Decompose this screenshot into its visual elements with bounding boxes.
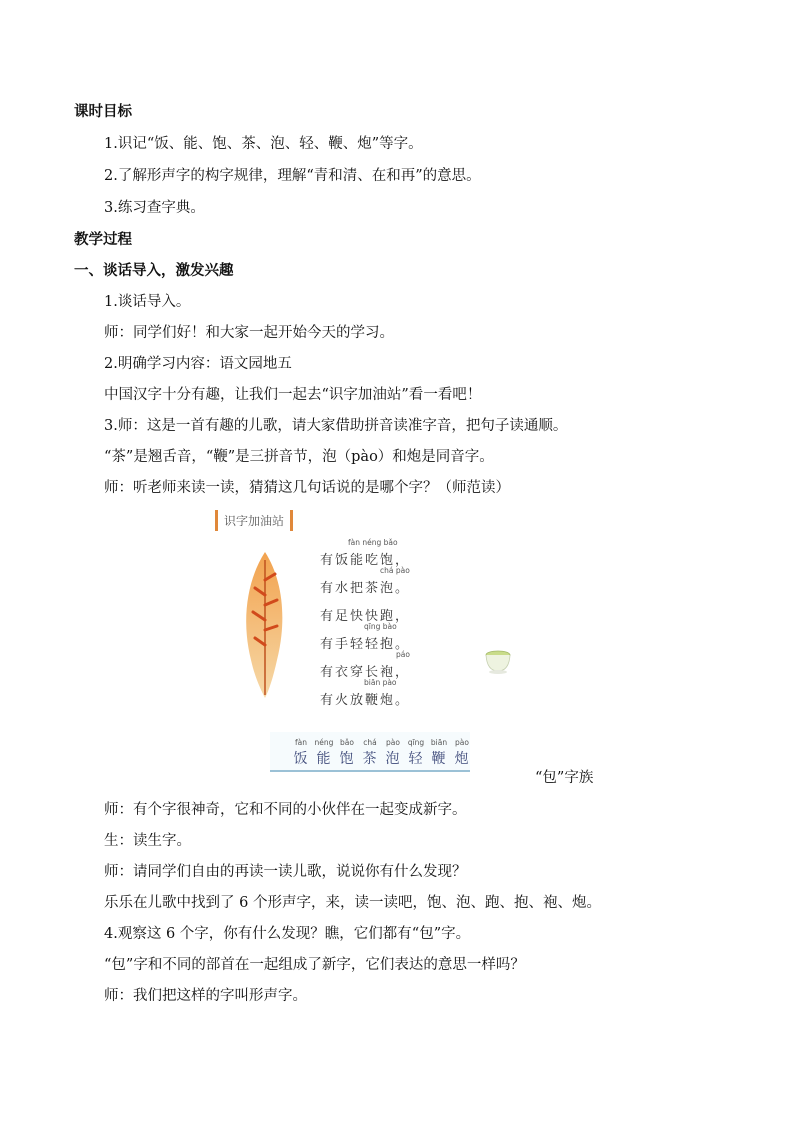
- tea-cup-icon: [483, 645, 513, 675]
- character-hanzi: 茶: [362, 751, 377, 767]
- poem: [320, 538, 440, 706]
- text-line: 3.师：这是一首有趣的儿歌，请大家借助拼音读准字音，把句子读通顺。: [104, 418, 568, 434]
- poem-line: [320, 538, 440, 566]
- text-line: 中国汉字十分有趣，让我们一起去“识字加油站”看一看吧！: [104, 387, 482, 403]
- character-hanzi: 炮: [454, 751, 469, 767]
- character-hanzi: 能: [316, 751, 331, 767]
- character-pinyin: néng: [314, 738, 334, 747]
- character-card: [360, 738, 379, 768]
- figure-tag: 识字加油站: [215, 510, 293, 531]
- text-line: 师：同学们好！和大家一起开始今天的学习。: [104, 325, 394, 341]
- poem-text: 有衣穿长袍，: [320, 665, 411, 680]
- textbook-figure: [215, 510, 515, 780]
- text-line: 乐乐在儿歌中找到了 6 个形声字，来，读一读吧，饱、泡、跑、抱、袍、炮。: [104, 895, 601, 911]
- autumn-leaf-icon: [243, 550, 287, 700]
- text-line: 生：读生字。: [104, 833, 191, 849]
- character-hanzi: 鞭: [431, 751, 446, 767]
- character-card: [406, 738, 425, 768]
- goal-item: 1.识记“饭、能、饱、茶、泡、轻、鞭、炮”等字。: [104, 136, 423, 152]
- poem-text: 有手轻轻抱。: [320, 637, 411, 652]
- character-pinyin: bǎo: [340, 738, 354, 747]
- process-heading: 教学过程: [74, 231, 132, 248]
- character-card: [314, 738, 334, 768]
- goal-item: 3.练习查字典。: [104, 200, 205, 216]
- text-line: 师：请同学们自由的再读一读儿歌，说说你有什么发现？: [104, 864, 467, 880]
- text-line: 4.观察这 6 个字，你有什么发现？瞧，它们都有“包”字。: [104, 926, 471, 942]
- poem-pinyin: páo: [396, 650, 410, 659]
- section1-heading: 一、谈话导入，激发兴趣: [74, 262, 234, 279]
- character-card: [429, 738, 448, 768]
- figure-caption: “包”字族: [535, 770, 594, 786]
- poem-pinyin: biān pào: [364, 678, 397, 687]
- text-line: 师：听老师来读一读，猜猜这几句话说的是哪个字？（师范读）: [104, 480, 510, 496]
- character-pinyin: pào: [386, 738, 400, 747]
- character-hanzi: 饱: [339, 751, 354, 767]
- poem-line: [320, 650, 440, 678]
- character-pinyin: qīng: [407, 738, 425, 747]
- character-hanzi: 泡: [385, 751, 400, 767]
- character-hanzi: 轻: [408, 751, 423, 767]
- poem-pinyin: fàn néng bǎo: [348, 538, 398, 547]
- character-pinyin: chá: [363, 738, 377, 747]
- poem-pinyin: qīng bào: [364, 622, 397, 631]
- text-line: 师：有个字很神奇，它和不同的小伙伴在一起变成新字。: [104, 802, 467, 818]
- poem-line: [320, 678, 440, 706]
- text-line: “包”字和不同的部首在一起组成了新字，它们表达的意思一样吗？: [104, 957, 525, 973]
- goals-heading: 课时目标: [74, 103, 132, 120]
- character-pinyin: fàn: [295, 738, 307, 747]
- poem-line: [320, 594, 440, 622]
- character-pinyin: biān: [430, 738, 448, 747]
- character-card: [291, 738, 310, 768]
- character-hanzi: 饭: [293, 751, 308, 767]
- poem-text: 有火放鞭炮。: [320, 693, 411, 708]
- character-pinyin: pào: [455, 738, 469, 747]
- text-line: “茶”是翘舌音，“鞭”是三拼音节，泡（pào）和炮是同音字。: [104, 449, 494, 465]
- poem-line: [320, 566, 440, 594]
- text-line: 1.谈话导入。: [104, 294, 191, 310]
- text-line: 师：我们把这样的字叫形声字。: [104, 988, 307, 1004]
- poem-text: 有足快快跑，: [320, 609, 411, 624]
- character-card: [383, 738, 402, 768]
- character-card: [337, 738, 356, 768]
- poem-pinyin: chá pào: [380, 566, 410, 575]
- character-card: [452, 738, 471, 768]
- poem-text: 有饭能吃饱，: [320, 553, 411, 568]
- character-list: [291, 738, 471, 768]
- goal-item: 2.了解形声字的构字规律，理解“青和清、在和再”的意思。: [104, 168, 481, 184]
- text-line: 2.明确学习内容：语文园地五: [104, 356, 292, 372]
- poem-text: 有水把茶泡。: [320, 581, 411, 596]
- poem-line: [320, 622, 440, 650]
